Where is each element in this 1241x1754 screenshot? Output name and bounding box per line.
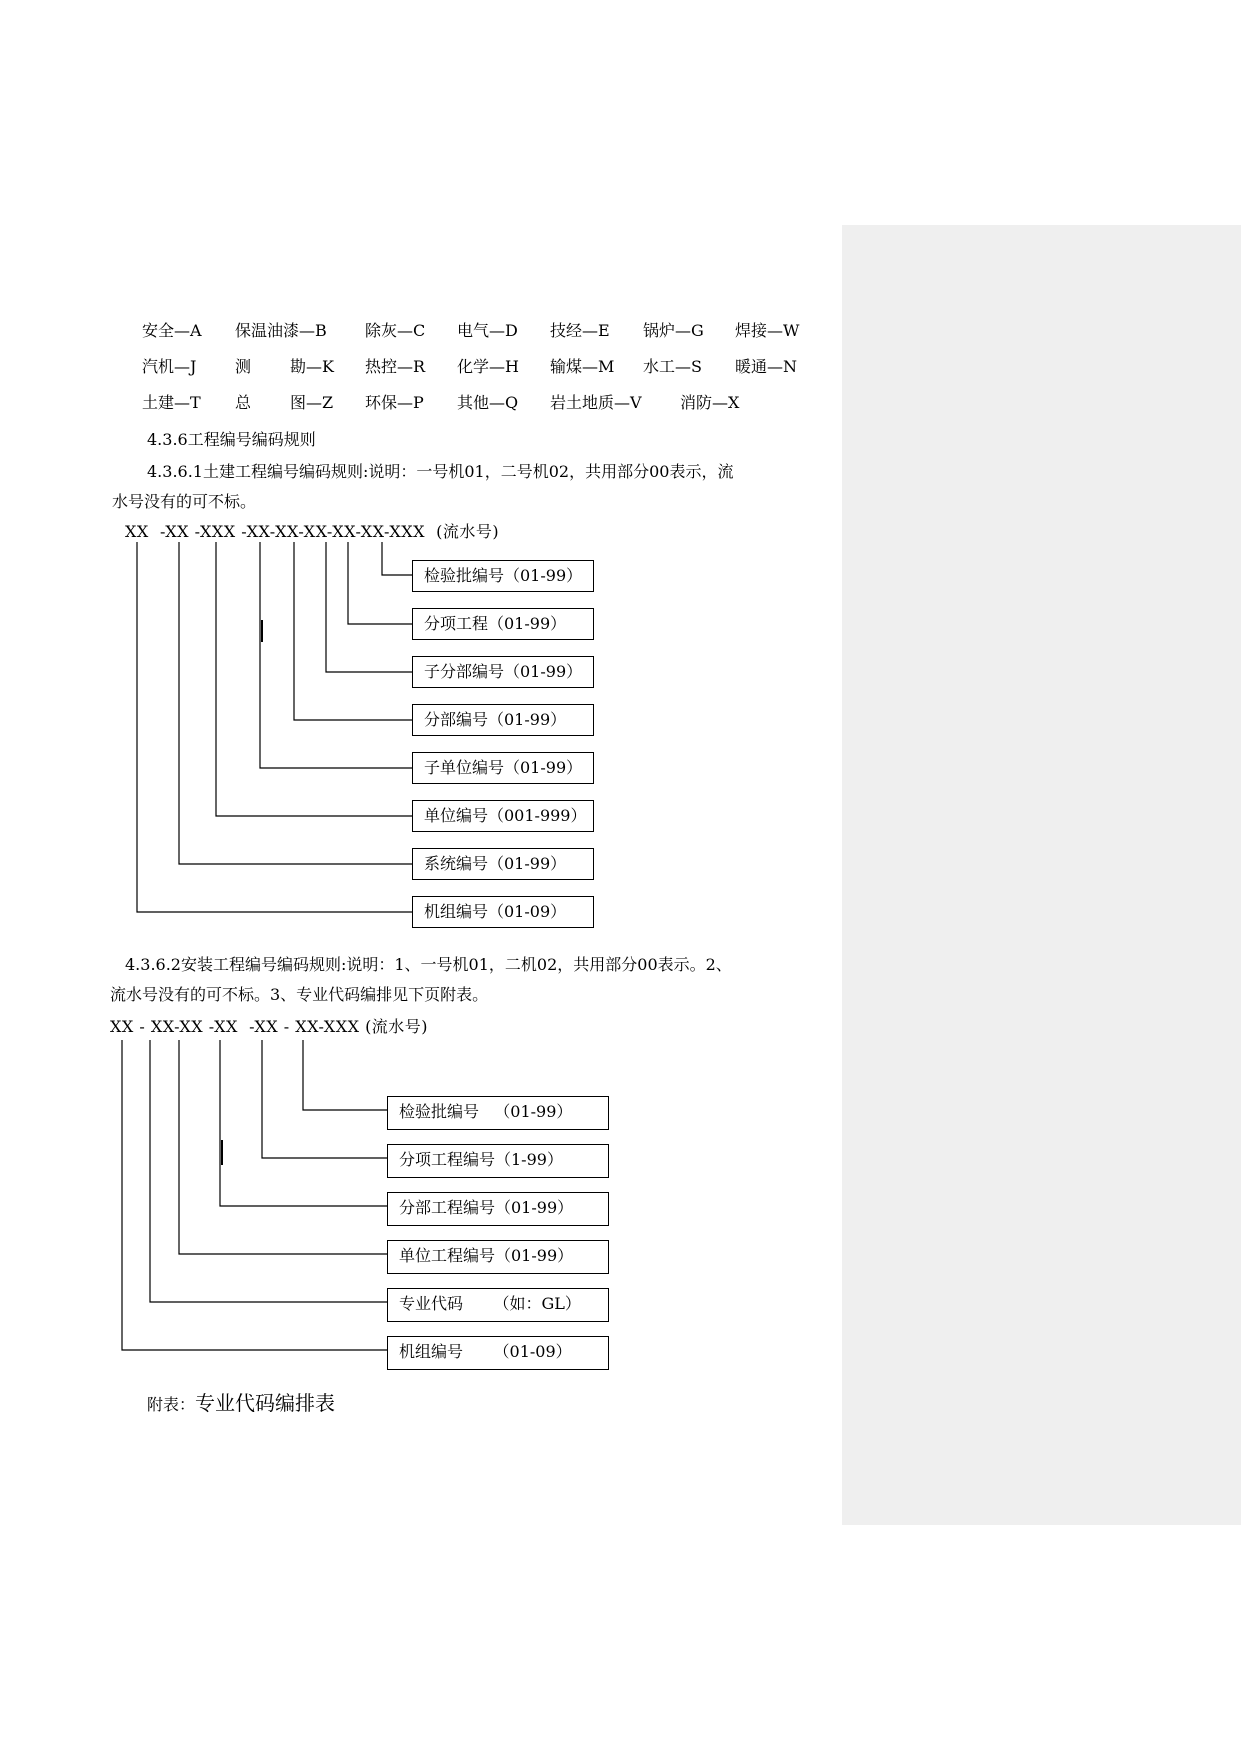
code-item: 消防—X — [680, 393, 740, 412]
section-heading: 4.3.6工程编号编码规则 — [147, 430, 316, 449]
civil-box-unit-number: 机组编号（01-09） — [412, 896, 594, 928]
code-item: 保温油漆—B — [235, 321, 327, 340]
install-box-division: 分部工程编号（01-99） — [387, 1192, 609, 1226]
code-item: 总 — [235, 393, 252, 412]
code-item: 暖通—N — [735, 357, 798, 376]
code-item: 安全—A — [142, 321, 202, 340]
install-box-inspection-lot: 检验批编号 （01-99） — [387, 1096, 609, 1130]
code-item: 输煤—M — [550, 357, 615, 376]
civil-box-unit: 单位编号（001-999） — [412, 800, 594, 832]
civil-box-sub-unit: 子单位编号（01-99） — [412, 752, 594, 784]
civil-code-format: XX -XX -XXX -XX-XX-XX-XX-XX-XXX (流水号) — [125, 522, 500, 541]
code-item: 热控—R — [365, 357, 426, 376]
install-box-discipline-code: 专业代码 （如：GL） — [387, 1288, 609, 1322]
civil-box-system: 系统编号（01-99） — [412, 848, 594, 880]
code-item: 勘—K — [290, 357, 334, 376]
code-item: 化学—H — [457, 357, 519, 376]
code-item: 环保—P — [365, 393, 424, 412]
civil-box-sub-item: 分项工程（01-99） — [412, 608, 594, 640]
code-item: 土建—T — [142, 393, 201, 412]
code-item: 水工—S — [643, 357, 702, 376]
civil-intro-line1: 4.3.6.1土建工程编号编码规则:说明：一号机01，二号机02，共用部分00表示，流 — [147, 462, 734, 481]
code-item: 电气—D — [457, 321, 518, 340]
code-item: 除灰—C — [365, 321, 426, 340]
code-item: 锅炉—G — [643, 321, 704, 340]
appendix-title: 专业代码编排表 — [195, 1391, 336, 1415]
install-box-sub-item: 分项工程编号（1-99） — [387, 1144, 609, 1178]
appendix-caption — [147, 1390, 335, 1418]
appendix-prefix: 附表： — [147, 1395, 196, 1414]
civil-intro-line2: 水号没有的可不标。 — [112, 492, 257, 511]
code-item: 测 — [235, 357, 252, 376]
code-item: 技经—E — [550, 321, 610, 340]
install-intro-line2: 流水号没有的可不标。3、专业代码编排见下页附表。 — [110, 985, 489, 1004]
code-item: 图—Z — [290, 393, 334, 412]
code-item: 汽机—J — [142, 357, 197, 376]
code-item: 焊接—W — [735, 321, 800, 340]
install-box-unit: 单位工程编号（01-99） — [387, 1240, 609, 1274]
civil-box-division: 分部编号（01-99） — [412, 704, 594, 736]
install-intro-line1: 4.3.6.2安装工程编号编码规则:说明：1、一号机01，二机02，共用部分00表示。2、 — [125, 955, 732, 974]
civil-box-inspection-lot: 检验批编号（01-99） — [412, 560, 594, 592]
install-code-format: XX - XX-XX -XX -XX - XX-XXX (流水号) — [110, 1017, 429, 1036]
code-item: 岩土地质—V — [550, 393, 642, 412]
civil-box-sub-division: 子分部编号（01-99） — [412, 656, 594, 688]
install-box-unit-number: 机组编号 （01-09） — [387, 1336, 609, 1370]
code-item: 其他—Q — [457, 393, 519, 412]
